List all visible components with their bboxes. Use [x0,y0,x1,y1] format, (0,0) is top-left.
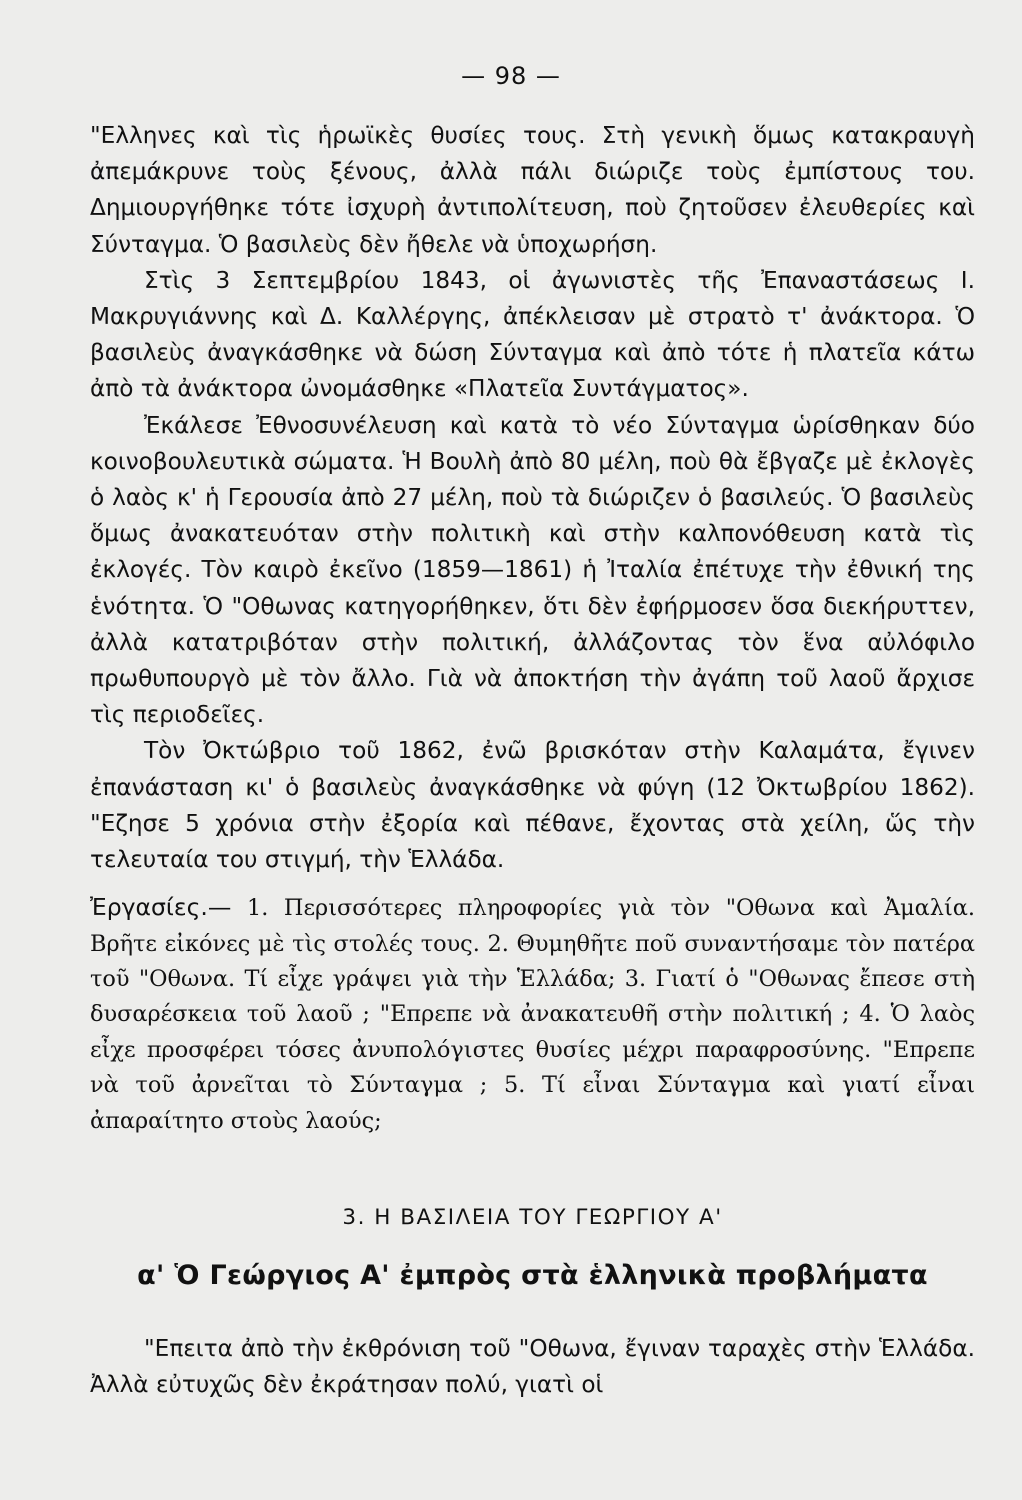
exercises-block [90,890,975,1139]
exercises-text: 1. Περισσότερες πληροφορίες γιὰ τὸν "Οθωνα καὶ Ἀμαλία. Βρῆτε εἰκόνες μὲ τὶς στολές τους. 2. Θυμηθῆτε ποῦ συναντήσαμε τὸν πατέρα τοῦ "Οθωνα. Τί εἶχε γράψει γιὰ τὴν Ἑλλάδα; 3. Γιατί ὁ "Οθωνας ἔπεσε στὴ δυσαρέσκεια τοῦ λαοῦ ; "Επρεπε νὰ ἀνακατευθῆ στὴν πολιτική ; 4. Ὁ λαὸς εἶχε προσφέρει τόσες ἀνυπολόγιστες θυσίες μέχρι παραφροσύνης. "Επρεπε νὰ τοῦ ἀρνεῖται τὸ Σύνταγμα ; 5. Τί εἶναι Σύνταγμα καὶ γιατί εἶναι ἀπαραίτητο στοὺς λαούς; [90,895,975,1134]
body-text [90,118,975,1404]
section-title: α' Ὁ Γεώργιος Α' ἐμπρὸς στὰ ἑλληνικὰ προβλήματα [137,1260,928,1292]
paragraph-1: "Ελληνες καὶ τὶς ἡρωϊκὲς θυσίες τους. Στὴ γενικὴ ὅμως κατακραυγὴ ἀπεμάκρυνε τοὺς ξένους, ἀλλὰ πάλι διώριζε τοὺς ἐμπίστους του. Δημιουργήθηκε τότε ἰσχυρὴ ἀντιπολίτευση, ποὺ ζητοῦσεν ἐλευθερίες καὶ Σύνταγμα. Ὁ βασιλεὺς δὲν ἤθελε νὰ ὑποχωρήση. [90,122,975,258]
exercises-label: Ἐργασίες.— [90,893,232,922]
paragraph-3: Ἐκάλεσε Ἐθνοσυνέλευση καὶ κατὰ τὸ νέο Σύνταγμα ὡρίσθηκαν δύο κοινοβουλευτικὰ σώματα. Ἡ Βουλὴ ἀπὸ 80 μέλη, ποὺ θὰ ἔβγαζε μὲ ἐκλογὲς ὁ λαὸς κ' ἡ Γερουσία ἀπὸ 27 μέλη, ποὺ τὰ διώριζεν ὁ βασιλεύς. Ὁ βασιλεὺς ὅμως ἀνακατευόταν στὴν πολιτικὴ καὶ στὴν καλπονόθευση κατὰ τὶς ἐκλογές. Τὸν καιρὸ ἐκεῖνο (1859—1861) ἡ Ἰταλία ἐπέτυχε τὴν ἐθνική της ἑνότητα. Ὁ "Οθωνας κατηγορήθηκεν, ὅτι δὲν ἐφήρμοσεν ὅσα διεκήρυττεν, ἀλλὰ κατατριβόταν στὴν πολιτική, ἀλλάζοντας τὸν ἕνα αὐλόφιλο πρωθυπουργὸ μὲ τὸν ἄλλο. Γιὰ νὰ ἀποκτήση τὴν ἀγάπη τοῦ λαοῦ ἄρχισε τὶς περιοδεῖες. [90,411,975,729]
chapter-title: 3. Η ΒΑΣΙΛΕΙΑ ΤΟΥ ΓΕΩΡΓΙΟΥ Α' [342,1205,723,1231]
paragraph-4: Τὸν Ὀκτώβριο τοῦ 1862, ἐνῶ βρισκόταν στὴν Καλαμάτα, ἔγινεν ἐπανάσταση κι' ὁ βασιλεὺς ἀναγκάσθηκε νὰ φύγη (12 Ὀκτωβρίου 1862). "Εζησε 5 χρόνια στὴν ἐξορία καὶ πέθανε, ἔχοντας στὰ χείλη, ὥς τὴν τελευταία του στιγμή, τὴν Ἑλλάδα. [90,737,975,874]
closing-paragraph: "Επειτα ἀπὸ τὴν ἐκθρόνιση τοῦ "Οθωνα, ἔγιναν ταραχὲς στὴν Ἑλλάδα. Ἀλλὰ εὐτυχῶς δὲν ἐκράτησαν πολύ, γιατὶ οἱ [90,1335,975,1399]
page-number: — 98 — [461,62,561,90]
paragraph-2: Στὶς 3 Σεπτεμβρίου 1843, οἱ ἀγωνιστὲς τῆς Ἐπαναστάσεως Ι. Μακρυγιάννης καὶ Δ. Καλλέργης, ἀπέκλεισαν μὲ στρατὸ τ' ἀνάκτορα. Ὁ βασιλεὺς ἀναγκάσθηκε νὰ δώση Σύνταγμα καὶ ἀπὸ τότε ἡ πλατεῖα κάτω ἀπὸ τὰ ἀνάκτορα ὠνομάσθηκε «Πλατεῖα Συντάγματος». [90,266,975,403]
